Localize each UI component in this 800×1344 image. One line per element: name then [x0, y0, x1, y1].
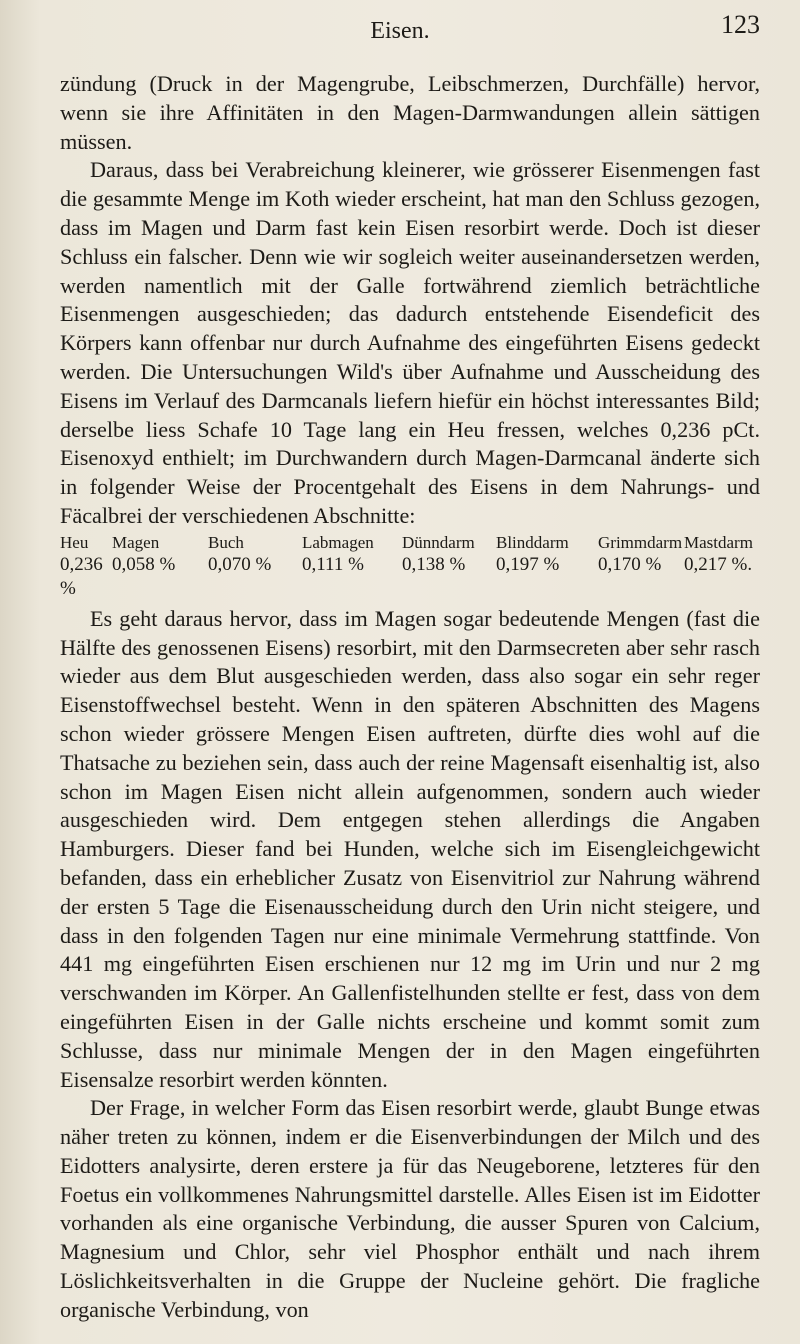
table-header-cell: Dünndarm	[402, 532, 475, 552]
table-value-cell: 0,170 %	[598, 553, 662, 575]
table-value-cell: 0,070 %	[208, 553, 272, 575]
table-header-cell: Labmagen	[302, 532, 374, 552]
table-header-cell: Magen	[112, 532, 160, 552]
paragraph-2: Daraus, dass bei Verabreichung kleinerer, wie grösserer Eisenmengen fast die gesammte Menge im Koth wieder erscheint, hat man den Schluss gezogen, dass im Magen und Darm fast kein Eisen resorbirt werde. Doch ist dieser Schluss ein falscher. Denn wie wir sogleich weiter auseinandersetzen werden, werden namentlich mit der Galle fortwährend ziemlich beträchtliche Eisenmengen ausgeschieden; das dadurch entstehende Eisendeficit des Körpers kann offenbar nur durch Aufnahme des eingeführten Eisens gedeckt werden. Die Untersuchungen Wild's über Aufnahme und Ausscheidung des Eisens im Verlauf des Darmcanals liefern hiefür ein höchst interessantes Bild; derselbe liess Schafe 10 Tage lang ein Heu fressen, welches 0,236 pCt. Eisenoxyd enthielt; im Durchwandern durch Magen-Darmcanal änderte sich in folgender Weise der Procentgehalt des Eisens in dem Nahrungs- und Fäcalbrei der verschiedenen Abschnitte:	[60, 157, 760, 528]
table-header-cell: Grimmdarm	[598, 532, 683, 552]
page-number: 123	[721, 10, 760, 39]
table-header-cell: Buch	[208, 532, 244, 552]
table-header-cell: Heu	[60, 532, 89, 552]
table-value-cell: 0,138 %	[402, 553, 466, 575]
running-title: Eisen.	[370, 18, 430, 44]
table-value-cell: 0,111 %	[302, 553, 364, 575]
table-value-cell: 0,058 %	[112, 553, 176, 575]
table-header-cell: Mastdarm	[684, 532, 753, 552]
page-header	[0, 8, 800, 48]
table-value-cell: 0,217 %.	[684, 553, 753, 575]
paragraph-3: Es geht daraus hervor, dass im Magen sogar bedeutende Mengen (fast die Hälfte des genossenen Eisens) resorbirt, mit den Darmsecreten aber sehr rasch wieder aus dem Blut ausgeschieden werden, dass also sogar ein sehr reger Eisenstoffwechsel besteht. Wenn in den späteren Abschnitten des Magens schon wieder grössere Mengen Eisen auftreten, dürfte dies wohl auf die Thatsache zu beziehen sein, dass auch der reine Magensaft eisenhaltig ist, also schon im Magen Eisen nicht allein aufgenommen, sondern auch wieder ausgeschieden wird. Dem entgegen stehen allerdings die Angaben Hamburgers. Dieser fand bei Hunden, welche sich im Eisengleichgewicht befanden, dass ein erheblicher Zusatz von Eisenvitriol zur Nahrung während der ersten 5 Tage die Eisenausscheidung durch den Urin nicht steigere, und dass in den folgenden Tagen nur eine minimale Vermehrung stattfinde. Von 441 mg eingeführten Eisen erschienen nur 12 mg im Urin und nur 2 mg verschwanden im Körper. An Gallenfistelhunden stellte er fest, dass von dem eingeführten Eisen in der Galle nichts erscheine und kommt somit zum Schlusse, dass nur minimale Mengen der in den Magen eingeführten Eisensalze resorbirt werden könnten.	[60, 605, 760, 1092]
table-header-cell: Blinddarm	[496, 532, 569, 552]
paragraph-4: Der Frage, in welcher Form das Eisen resorbirt werde, glaubt Bunge etwas näher treten zu können, indem er die Eisenverbindungen der Milch und des Eidotters analysirte, deren erstere ja für das Neugeborene, letzteres für den Foetus ein vollkommenes Nahrungsmittel darstelle. Alles Eisen ist im Eidotter vorhanden als eine organische Verbindung, die ausser Spuren von Calcium, Magnesium und Chlor, sehr viel Phosphor enthält und nach ihrem Löslichkeitsverhalten in die Gruppe der Nucleine gehört. Die fragliche organische Verbindung, von	[60, 1095, 760, 1322]
table-value-cell: 0,236 %	[60, 553, 103, 599]
table-value-cell: 0,197 %	[496, 553, 560, 575]
paragraph-1: zündung (Druck in der Magengrube, Leibschmerzen, Durchfälle) hervor, wenn sie ihre Affinitäten in den Magen-Darmwandungen allein sättigen müssen.	[60, 71, 760, 154]
body-text	[60, 70, 760, 1325]
iron-content-table	[60, 533, 760, 601]
